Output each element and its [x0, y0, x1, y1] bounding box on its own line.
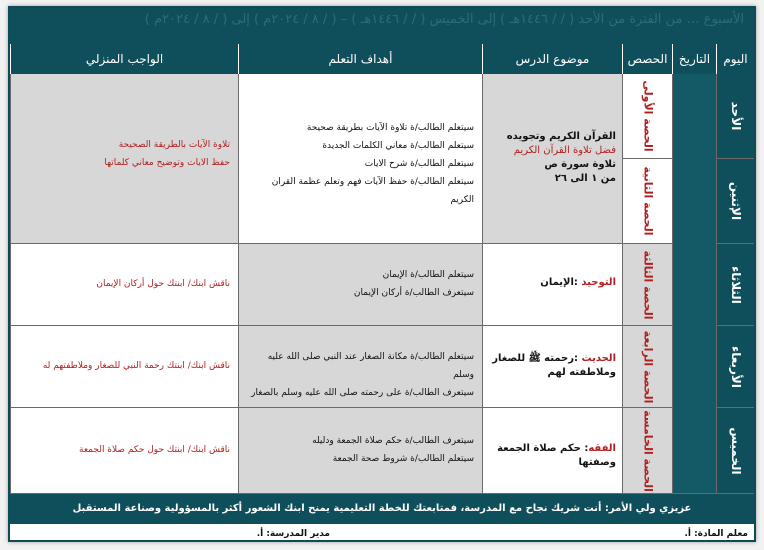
topic-main: القرآن الكريم وتجويده — [506, 131, 616, 142]
day-label: الأربعاء — [728, 345, 743, 388]
goals-cell — [238, 74, 482, 244]
goal-item: سيتعلم الطالب/ة شروط صحة الجمعة — [332, 454, 474, 464]
parent-note: عزيزي ولي الأمر: أنت شريك نجاح مع المدرسة، فمتابعتك للخطة التعليمية يمنح ابنك الشعور أكثر بالمسؤولية وصناعة المستقبل — [10, 494, 754, 524]
period-cell — [622, 74, 672, 159]
goal-item: سيتعلم الطالب/ة حفظ الآيات فهم وتعلم عظمة القران الكريم — [271, 177, 474, 205]
homework-item: تلاوة الآيات بالطريقة الصحيحة — [118, 140, 230, 150]
topic-cell — [482, 326, 622, 408]
day-cell — [716, 408, 754, 494]
day-cell — [716, 159, 754, 244]
homework-cell — [10, 244, 238, 326]
period-label: الحصة الأولى — [641, 80, 654, 152]
period-label: الحصة الثالثة — [641, 250, 654, 319]
week-title-band: الأسبوع … من الفترة من الأحد ( / / ١٤٤٦هـ ) إلى الخميس ( / / ١٤٤٦هـ ) – ( / ٨ / ٢٠٢٤م ) إلى ( / ٨ / ٢٠٢٤م ) — [10, 8, 754, 44]
goal-item: سيتعلم الطالب/ة معاني الكلمات الجديدة — [322, 141, 474, 151]
goal-item: سيتعلم الطالب/ة تلاوة الآيات بطريقة صحيحة — [306, 123, 474, 133]
homework-cell — [10, 74, 238, 244]
header-period: الحصص — [622, 44, 672, 74]
homework-item: ناقش ابنك/ ابنتك حول أركان الإيمان — [96, 279, 230, 289]
goal-item: سيتعرف الطالب/ة أركان الإيمان — [353, 288, 474, 298]
principal-signature: مدير المدرسة: أ. — [256, 529, 330, 539]
day-label: الثلاثاء — [728, 265, 743, 304]
day-label: الخميس — [728, 426, 743, 475]
day-cell — [716, 326, 754, 408]
homework-item: حفظ الايات وتوضيح معاني كلماتها — [104, 158, 230, 168]
topic-title: :رحمته ﷺ للصغار وملاطفته لهم — [492, 353, 616, 378]
goal-item: سيتعرف الطالب/ة على رحمته صلى الله عليه وسلم بالصغار — [251, 388, 474, 398]
topic-range: من ١ الى ٢٦ — [554, 173, 616, 184]
date-column — [672, 74, 716, 494]
day-cell — [716, 244, 754, 326]
goal-item: سيتعلم الطالب/ة مكانة الصغار عند النبي صلى الله عليه وسلم — [267, 352, 474, 380]
topic-cell — [482, 74, 622, 244]
goals-cell — [238, 326, 482, 408]
goal-item: سيتعلم الطالب/ة شرح الايات — [364, 159, 474, 169]
period-label: الحصة الثانية — [641, 166, 654, 236]
period-cell — [622, 159, 672, 244]
header-goals: أهداف التعلم — [238, 44, 482, 74]
homework-item: ناقش ابنك/ ابنتك حول حكم صلاة الجمعة — [79, 445, 230, 455]
goal-item: سيتعرف الطالب/ة حكم صلاة الجمعة ودليله — [312, 436, 474, 446]
topic-surah: تلاوة سورة ص — [544, 159, 616, 170]
day-cell — [716, 74, 754, 159]
period-label: الحصة الرابعة — [641, 330, 654, 403]
goals-cell — [238, 244, 482, 326]
homework-cell — [10, 408, 238, 494]
period-cell — [622, 244, 672, 326]
period-cell — [622, 326, 672, 408]
goals-cell — [238, 408, 482, 494]
header-day: اليوم — [716, 44, 754, 74]
topic-cell — [482, 244, 622, 326]
topic-subject: الفقه — [588, 443, 616, 454]
topic-subject: الحديث — [581, 353, 616, 364]
topic-sub: فضل تلاوة القرآن الكريم — [513, 145, 616, 156]
topic-title: : حكم صلاة الجمعة وصفتها — [497, 443, 616, 468]
day-label: الأحد — [728, 101, 743, 131]
homework-item: ناقش ابنك/ ابنتك رحمة النبي للصغار وملاطفتهم له — [42, 361, 230, 371]
period-cell — [622, 408, 672, 494]
topic-title: :الإيمان — [540, 277, 582, 288]
teacher-signature: معلم المادة: أ. — [684, 529, 748, 539]
header-homework: الواجب المنزلي — [10, 44, 238, 74]
goal-item: سيتعلم الطالب/ة الإيمان — [382, 270, 474, 280]
lesson-plan-sheet — [8, 6, 756, 542]
topic-subject: التوحيد — [581, 277, 616, 288]
header-date: التاريخ — [672, 44, 716, 74]
homework-cell — [10, 326, 238, 408]
day-label: الإثنين — [728, 181, 743, 221]
period-label: الحصة الخامسة — [641, 409, 654, 492]
topic-cell — [482, 408, 622, 494]
header-topic: موضوع الدرس — [482, 44, 622, 74]
